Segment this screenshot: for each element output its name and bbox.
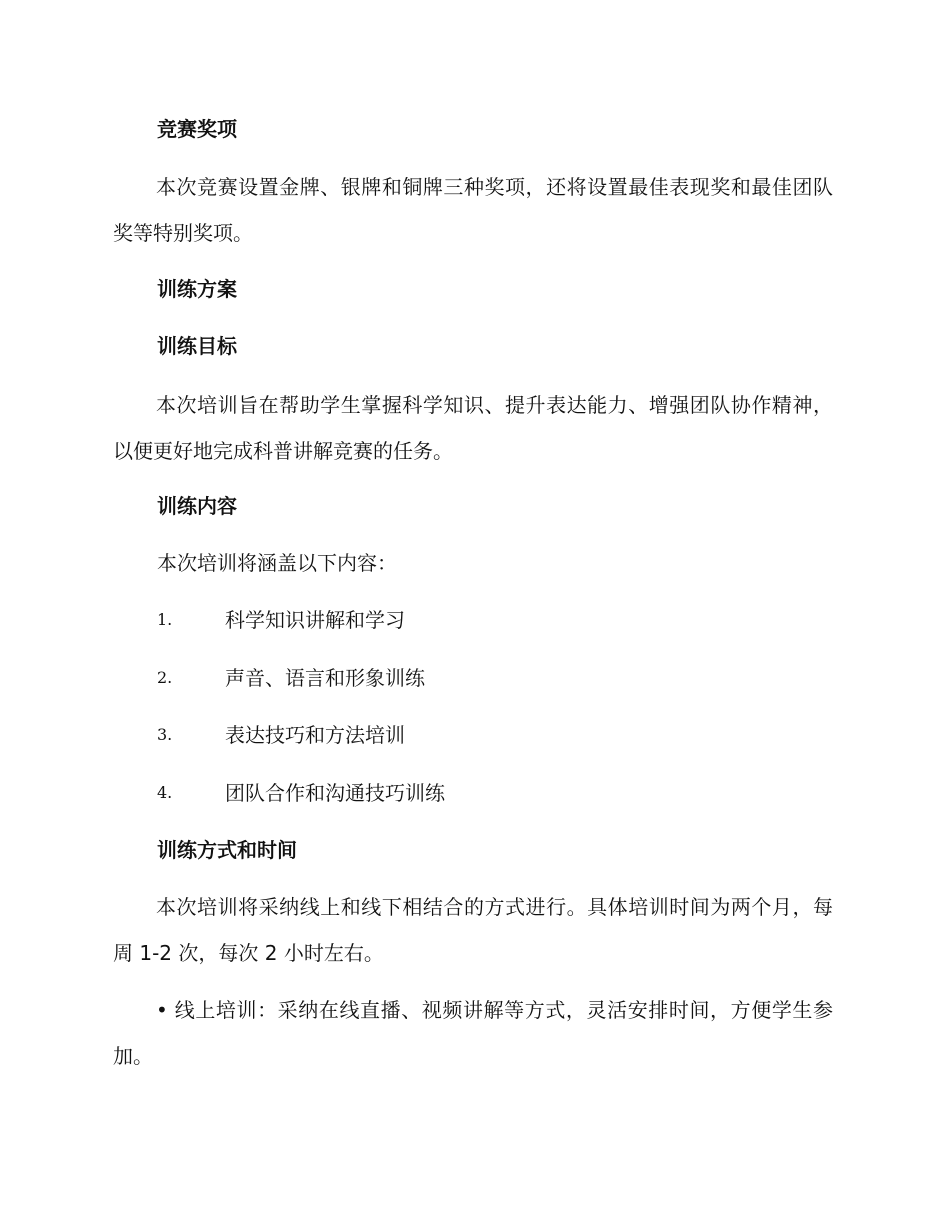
list-item-text: 科学知识讲解和学习 (225, 608, 405, 632)
list-item-number: 1. (157, 610, 173, 629)
heading-training-goal: 训练目标 (157, 334, 237, 358)
heading-training-content: 训练内容 (157, 494, 237, 518)
list-item-text: 表达技巧和方法培训 (225, 723, 405, 747)
paragraph-training-goal: 本次培训旨在帮助学生掌握科学知识、提升表达能力、增强团队协作精神，以便更好地完成科普讲解竞赛的任务。 (113, 393, 833, 463)
heading-training-method-time: 训练方式和时间 (157, 838, 297, 862)
paragraph-awards: 本次竞赛设置金牌、银牌和铜牌三种奖项，还将设置最佳表现奖和最佳团队奖等特别奖项。 (113, 175, 833, 245)
list-item-number: 3. (157, 725, 173, 744)
paragraph-training-method-time: 本次培训将采纳线上和线下相结合的方式进行。具体培训时间为两个月，每周 1-2 次，每次 2 小时左右。 (113, 895, 833, 965)
paragraph-training-intro: 本次培训将涵盖以下内容： (157, 551, 397, 575)
list-item-number: 4. (157, 783, 173, 802)
list-item-number: 2. (157, 668, 173, 687)
list-item (157, 665, 833, 691)
list-item (157, 780, 833, 806)
list-item-text: 团队合作和沟通技巧训练 (225, 781, 445, 805)
list-item (157, 722, 833, 748)
list-item (157, 607, 833, 633)
paragraph-online-training: • 线上培训：采纳在线直播、视频讲解等方式，灵活安排时间，方便学生参加。 (113, 998, 833, 1068)
heading-training-plan: 训练方案 (157, 277, 237, 301)
list-item-text: 声音、语言和形象训练 (225, 666, 425, 690)
heading-awards: 竞赛奖项 (157, 117, 237, 141)
